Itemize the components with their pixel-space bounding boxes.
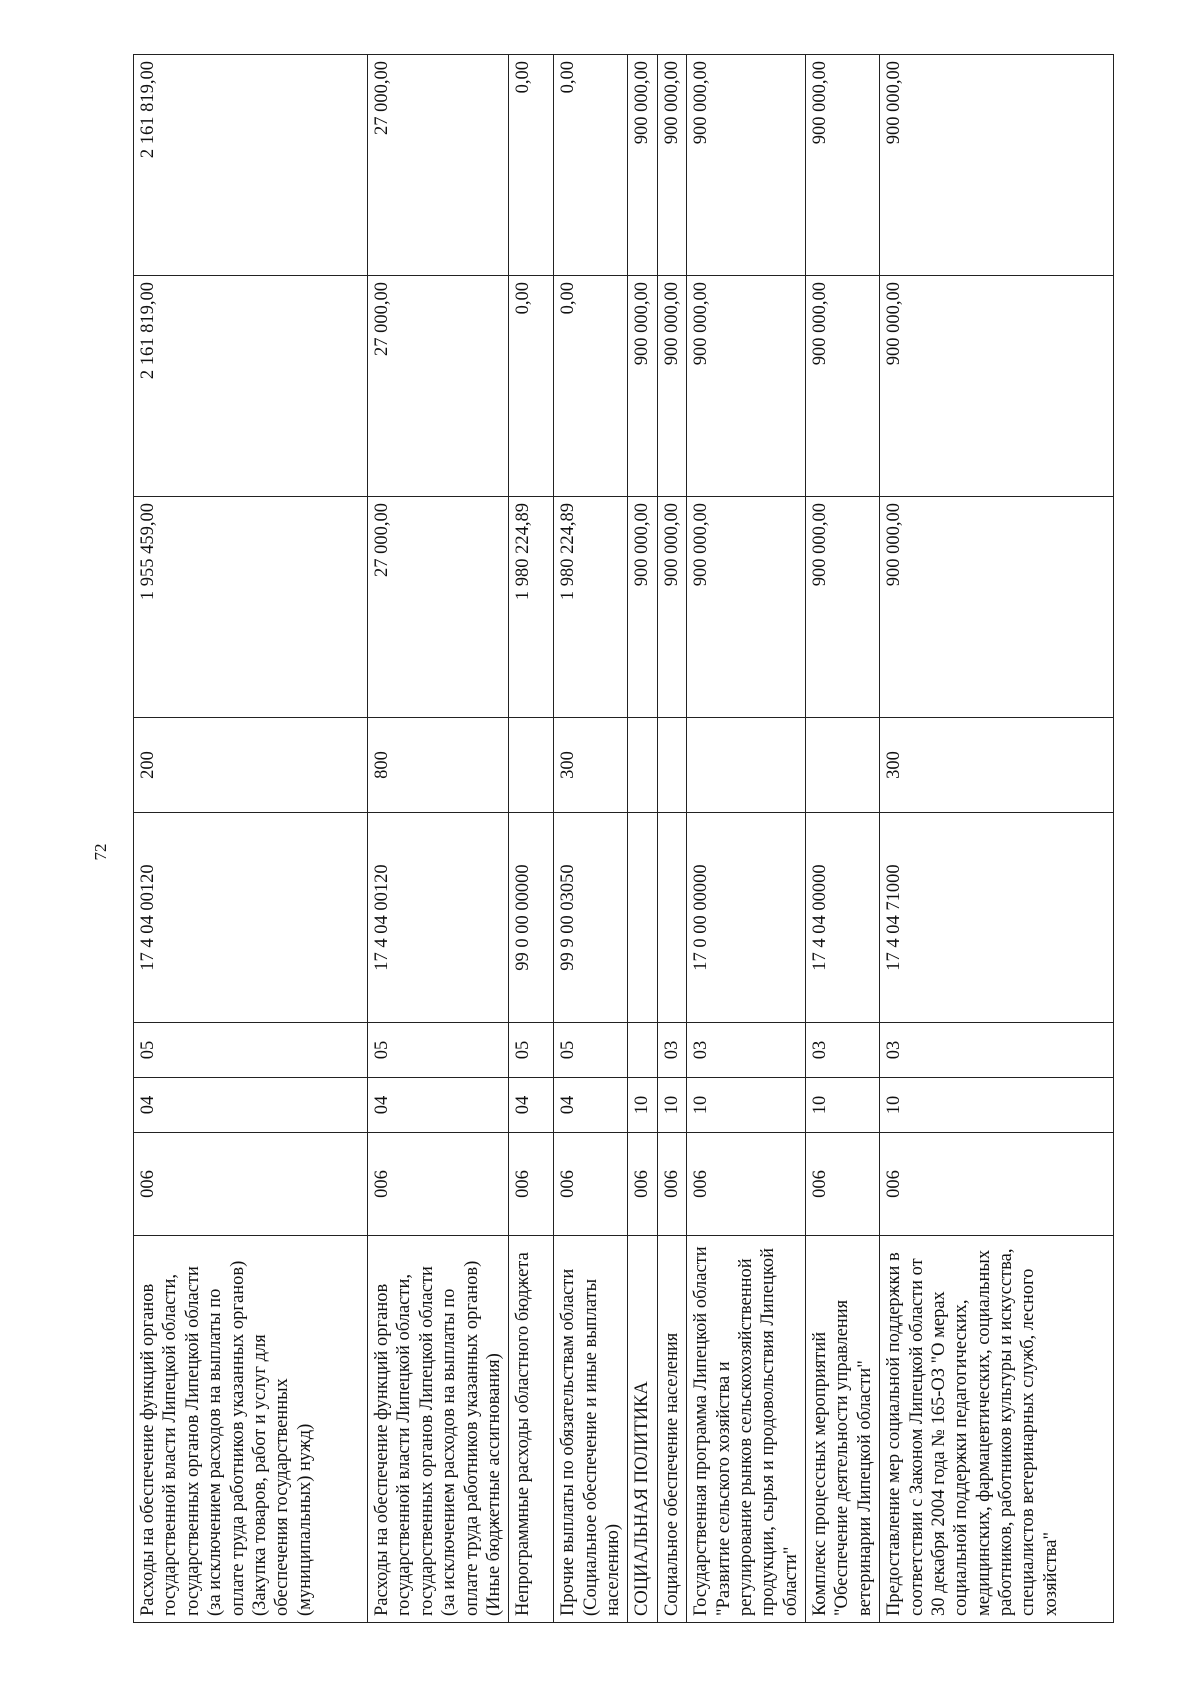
table-row — [554, 55, 628, 1623]
grbs-code: 006 — [880, 1133, 1114, 1236]
amount-year-1: 27 000,00 — [368, 497, 509, 718]
table-row — [509, 55, 554, 1623]
amount-year-2: 2 161 819,00 — [134, 276, 368, 497]
section-code: 10 — [657, 1078, 686, 1133]
amount-year-3: 2 161 819,00 — [134, 55, 368, 276]
expense-type-code: 800 — [368, 718, 509, 813]
subsection-code: 03 — [806, 1023, 880, 1078]
subsection-code: 05 — [554, 1023, 628, 1078]
amount-year-1: 1 980 224,89 — [509, 497, 554, 718]
subsection-code: 05 — [134, 1023, 368, 1078]
grbs-code: 006 — [509, 1133, 554, 1236]
item-name: СОЦИАЛЬНАЯ ПОЛИТИКА — [628, 1236, 657, 1623]
section-code: 10 — [687, 1078, 806, 1133]
item-name: Комплекс процессных мероприятий "Обеспечение деятельности управления ветеринарии Липецкой области" — [806, 1236, 880, 1623]
amount-year-3: 900 000,00 — [657, 55, 686, 276]
item-name: Прочие выплаты по обязательствам области (Социальное обеспечение и иные выплаты населению) — [554, 1236, 628, 1623]
table-row — [687, 55, 806, 1623]
target-article-code: 17 4 04 00120 — [368, 813, 509, 1023]
grbs-code: 006 — [628, 1133, 657, 1236]
amount-year-1: 900 000,00 — [628, 497, 657, 718]
target-article-code — [628, 813, 657, 1023]
subsection-code — [628, 1023, 657, 1078]
section-code: 10 — [880, 1078, 1114, 1133]
subsection-code: 05 — [368, 1023, 509, 1078]
target-article-code: 17 4 04 00120 — [134, 813, 368, 1023]
table-row — [368, 55, 509, 1623]
amount-year-1: 900 000,00 — [880, 497, 1114, 718]
item-name: Предоставление мер социальной поддержки в соответствии с Законом Липецкой области от 30 декабря 2004 года № 165-ОЗ "О мерах социальной поддержки педагогических, медицинских, фармацевтических, социальных работников, работников культуры и искусства, специалистов ветеринарных служб, лесного хозяйства" — [880, 1236, 1114, 1623]
item-name: Расходы на обеспечение функций органов государственной власти Липецкой области, государственных органов Липецкой области (за исключением расходов на выплаты по оплате труда работников указанных органов) (Закупка товаров, работ и услуг для обеспечения государственных (муниципальных) нужд) — [134, 1236, 368, 1623]
table-row — [628, 55, 657, 1623]
amount-year-3: 0,00 — [554, 55, 628, 276]
amount-year-2: 900 000,00 — [806, 276, 880, 497]
target-article-code: 99 0 00 00000 — [509, 813, 554, 1023]
expense-type-code: 200 — [134, 718, 368, 813]
amount-year-2: 27 000,00 — [368, 276, 509, 497]
section-code: 04 — [368, 1078, 509, 1133]
grbs-code: 006 — [134, 1133, 368, 1236]
grbs-code: 006 — [554, 1133, 628, 1236]
page-number: 72 — [91, 843, 110, 861]
target-article-code: 17 0 00 00000 — [687, 813, 806, 1023]
grbs-code: 006 — [687, 1133, 806, 1236]
grbs-code: 006 — [657, 1133, 686, 1236]
target-article-code: 17 4 04 71000 — [880, 813, 1114, 1023]
table-container — [133, 55, 1178, 1623]
subsection-code: 05 — [509, 1023, 554, 1078]
amount-year-1: 900 000,00 — [806, 497, 880, 718]
amount-year-1: 1 980 224,89 — [554, 497, 628, 718]
expense-type-code — [657, 718, 686, 813]
expense-type-code — [806, 718, 880, 813]
target-article-code: 99 9 00 03050 — [554, 813, 628, 1023]
amount-year-2: 900 000,00 — [657, 276, 686, 497]
table-body — [134, 55, 1114, 1623]
amount-year-2: 900 000,00 — [628, 276, 657, 497]
table-row — [657, 55, 686, 1623]
amount-year-2: 0,00 — [509, 276, 554, 497]
item-name: Социальное обеспечение населения — [657, 1236, 686, 1623]
subsection-code: 03 — [687, 1023, 806, 1078]
grbs-code: 006 — [368, 1133, 509, 1236]
amount-year-2: 900 000,00 — [687, 276, 806, 497]
target-article-code — [657, 813, 686, 1023]
expense-type-code: 300 — [880, 718, 1114, 813]
item-name: Расходы на обеспечение функций органов государственной власти Липецкой области, государственных органов Липецкой области (за исключением расходов на выплаты по оплате труда работников указанных органов) (Иные бюджетные ассигнования) — [368, 1236, 509, 1623]
item-name: Непрограммные расходы областного бюджета — [509, 1236, 554, 1623]
table-row — [806, 55, 880, 1623]
section-code: 04 — [509, 1078, 554, 1133]
amount-year-1: 1 955 459,00 — [134, 497, 368, 718]
amount-year-3: 27 000,00 — [368, 55, 509, 276]
expense-type-code — [628, 718, 657, 813]
item-name: Государственная программа Липецкой области "Развитие сельского хозяйства и регулирование рынков сельскохозяйственной продукции, сырья и продовольствия Липецкой области" — [687, 1236, 806, 1623]
amount-year-2: 0,00 — [554, 276, 628, 497]
amount-year-3: 0,00 — [509, 55, 554, 276]
amount-year-3: 900 000,00 — [628, 55, 657, 276]
subsection-code: 03 — [657, 1023, 686, 1078]
target-article-code: 17 4 04 00000 — [806, 813, 880, 1023]
amount-year-3: 900 000,00 — [880, 55, 1114, 276]
budget-table — [133, 54, 1114, 1623]
expense-type-code — [509, 718, 554, 813]
table-row — [134, 55, 368, 1623]
expense-type-code — [687, 718, 806, 813]
section-code: 10 — [628, 1078, 657, 1133]
grbs-code: 006 — [806, 1133, 880, 1236]
section-code: 04 — [554, 1078, 628, 1133]
amount-year-3: 900 000,00 — [806, 55, 880, 276]
table-row — [880, 55, 1114, 1623]
amount-year-3: 900 000,00 — [687, 55, 806, 276]
expense-type-code: 300 — [554, 718, 628, 813]
subsection-code: 03 — [880, 1023, 1114, 1078]
amount-year-2: 900 000,00 — [880, 276, 1114, 497]
amount-year-1: 900 000,00 — [687, 497, 806, 718]
section-code: 10 — [806, 1078, 880, 1133]
amount-year-1: 900 000,00 — [657, 497, 686, 718]
section-code: 04 — [134, 1078, 368, 1133]
